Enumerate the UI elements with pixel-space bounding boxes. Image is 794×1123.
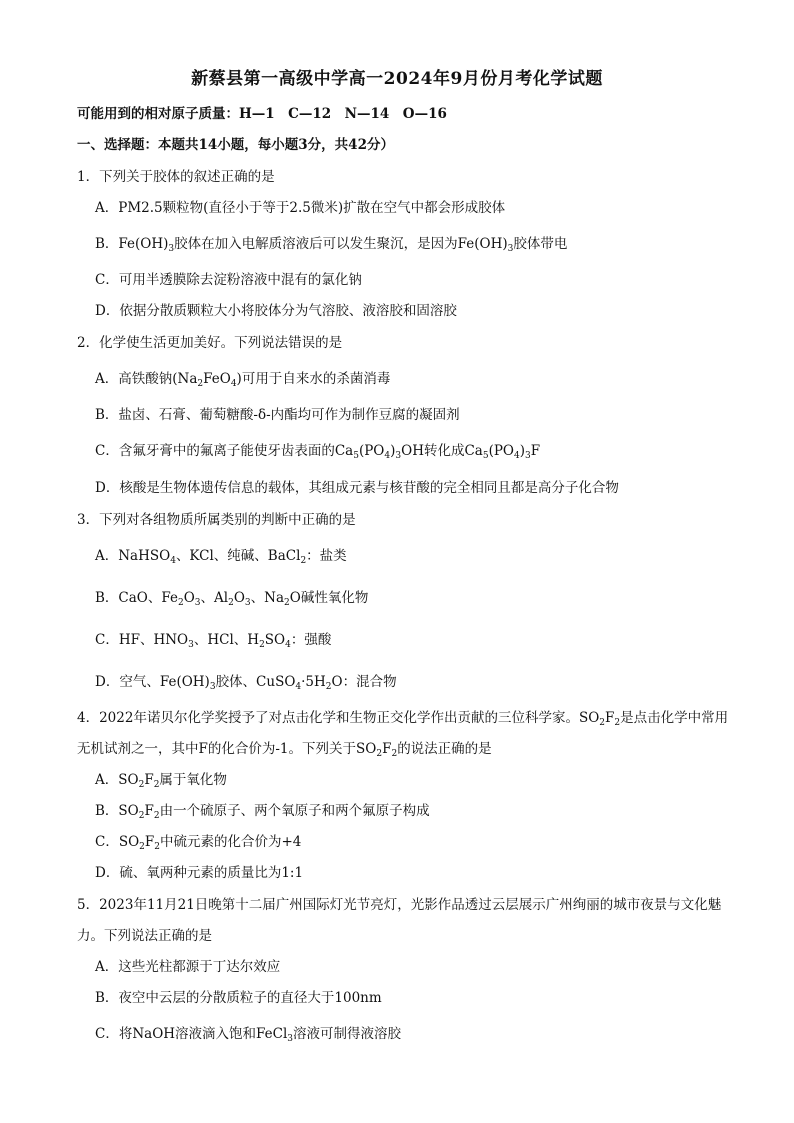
question-2-stem: 2．化学使生活更加美好。下列说法错误的是 (77, 335, 343, 351)
question-5-option-c: C．将NaOH溶液滴入饱和FeCl$_3$溶液可制得液溶胶 (95, 1026, 402, 1044)
question-2-option-d: D．核酸是生物体遗传信息的载体，其组成元素与核苷酸的完全相同且都是高分子化合物 (95, 480, 619, 496)
question-1-option-d: D．依据分散质颗粒大小将胶体分为气溶胶、液溶胶和固溶胶 (95, 303, 457, 319)
question-5-option-a: A．这些光柱都源于丁达尔效应 (95, 959, 281, 975)
question-3-option-a: A．NaHSO$_4$、KCl、纯碱、BaCl$_2$：盐类 (95, 548, 347, 566)
question-4-option-b: B．$SO_2F_2$由一个硫原子、两个氧原子和两个氟原子构成 (95, 803, 430, 821)
question-1-option-b: B．$Fe(OH)_3$胶体在加入电解质溶液后可以发生聚沉，是因为$Fe(OH)_3$胶体带电 (95, 236, 568, 254)
page-title: 新蔡县第一高级中学高一2024年9月份月考化学试题 (191, 69, 603, 89)
question-3-option-c: C．HF、$HNO_3$、HCl、$H_2SO_4$：强酸 (95, 632, 332, 650)
question-3-stem: 3．下列对各组物质所属类别的判断中正确的是 (77, 512, 356, 528)
question-4-stem-line-1: 4．2022年诺贝尔化学奖授予了对点击化学和生物正交化学作出贡献的三位科学家。$SO_2F_2$是点击化学中常用 (77, 710, 729, 728)
question-1-option-a: A．PM2.5颗粒物(直径小于等于2.5微米)扩散在空气中都会形成胶体 (95, 200, 506, 216)
question-4-option-c: C．$SO_2F_2$中硫元素的化合价为+4 (95, 834, 302, 852)
question-2-option-c: C．含氟牙膏中的氟离子能使牙齿表面的$Ca_5(PO_4)_3OH$转化成$Ca_5(PO_4)_3F$ (95, 443, 541, 461)
question-5-stem-line-1: 5．2023年11月21日晚第十二届广州国际灯光节亮灯，光影作品透过云层展示广州绚丽的城市夜景与文化魅 (77, 897, 722, 913)
question-2-option-a: A．高铁酸钠$(Na_2FeO_4)$可用于自来水的杀菌消毒 (95, 371, 391, 389)
question-3-option-b: B．CaO、$Fe_2O_3$、$Al_2O_3$、$Na_2O$碱性氧化物 (95, 590, 369, 608)
question-5-option-b: B．夜空中云层的分散质粒子的直径大于100nm (95, 990, 382, 1006)
section-heading: 一、选择题：本题共14小题，每小题3分，共42分） (77, 137, 394, 153)
question-4-option-a: A．$SO_2F_2$属于氧化物 (95, 772, 227, 790)
atomic-mass-note: 可能用到的相对原子质量：H—1 C—12 N—14 O—16 (77, 106, 447, 122)
question-1-option-c: C．可用半透膜除去淀粉溶液中混有的氯化钠 (95, 272, 362, 288)
question-4-stem-line-2: 无机试剂之一，其中F的化合价为-1。下列关于$SO_2F_2$的说法正确的是 (77, 741, 492, 759)
question-3-option-d: D．空气、$Fe(OH)_3$胶体、$CuSO_4\cdot 5H_2O$：混合物 (95, 674, 397, 692)
question-4-option-d: D．硫、氧两种元素的质量比为1:1 (95, 865, 304, 881)
question-2-option-b: B．盐卤、石膏、葡萄糖酸-δ-内酯均可作为制作豆腐的凝固剂 (95, 407, 460, 423)
question-1-stem: 1．下列关于胶体的叙述正确的是 (77, 169, 275, 185)
question-5-stem-line-2: 力。下列说法正确的是 (77, 928, 212, 944)
